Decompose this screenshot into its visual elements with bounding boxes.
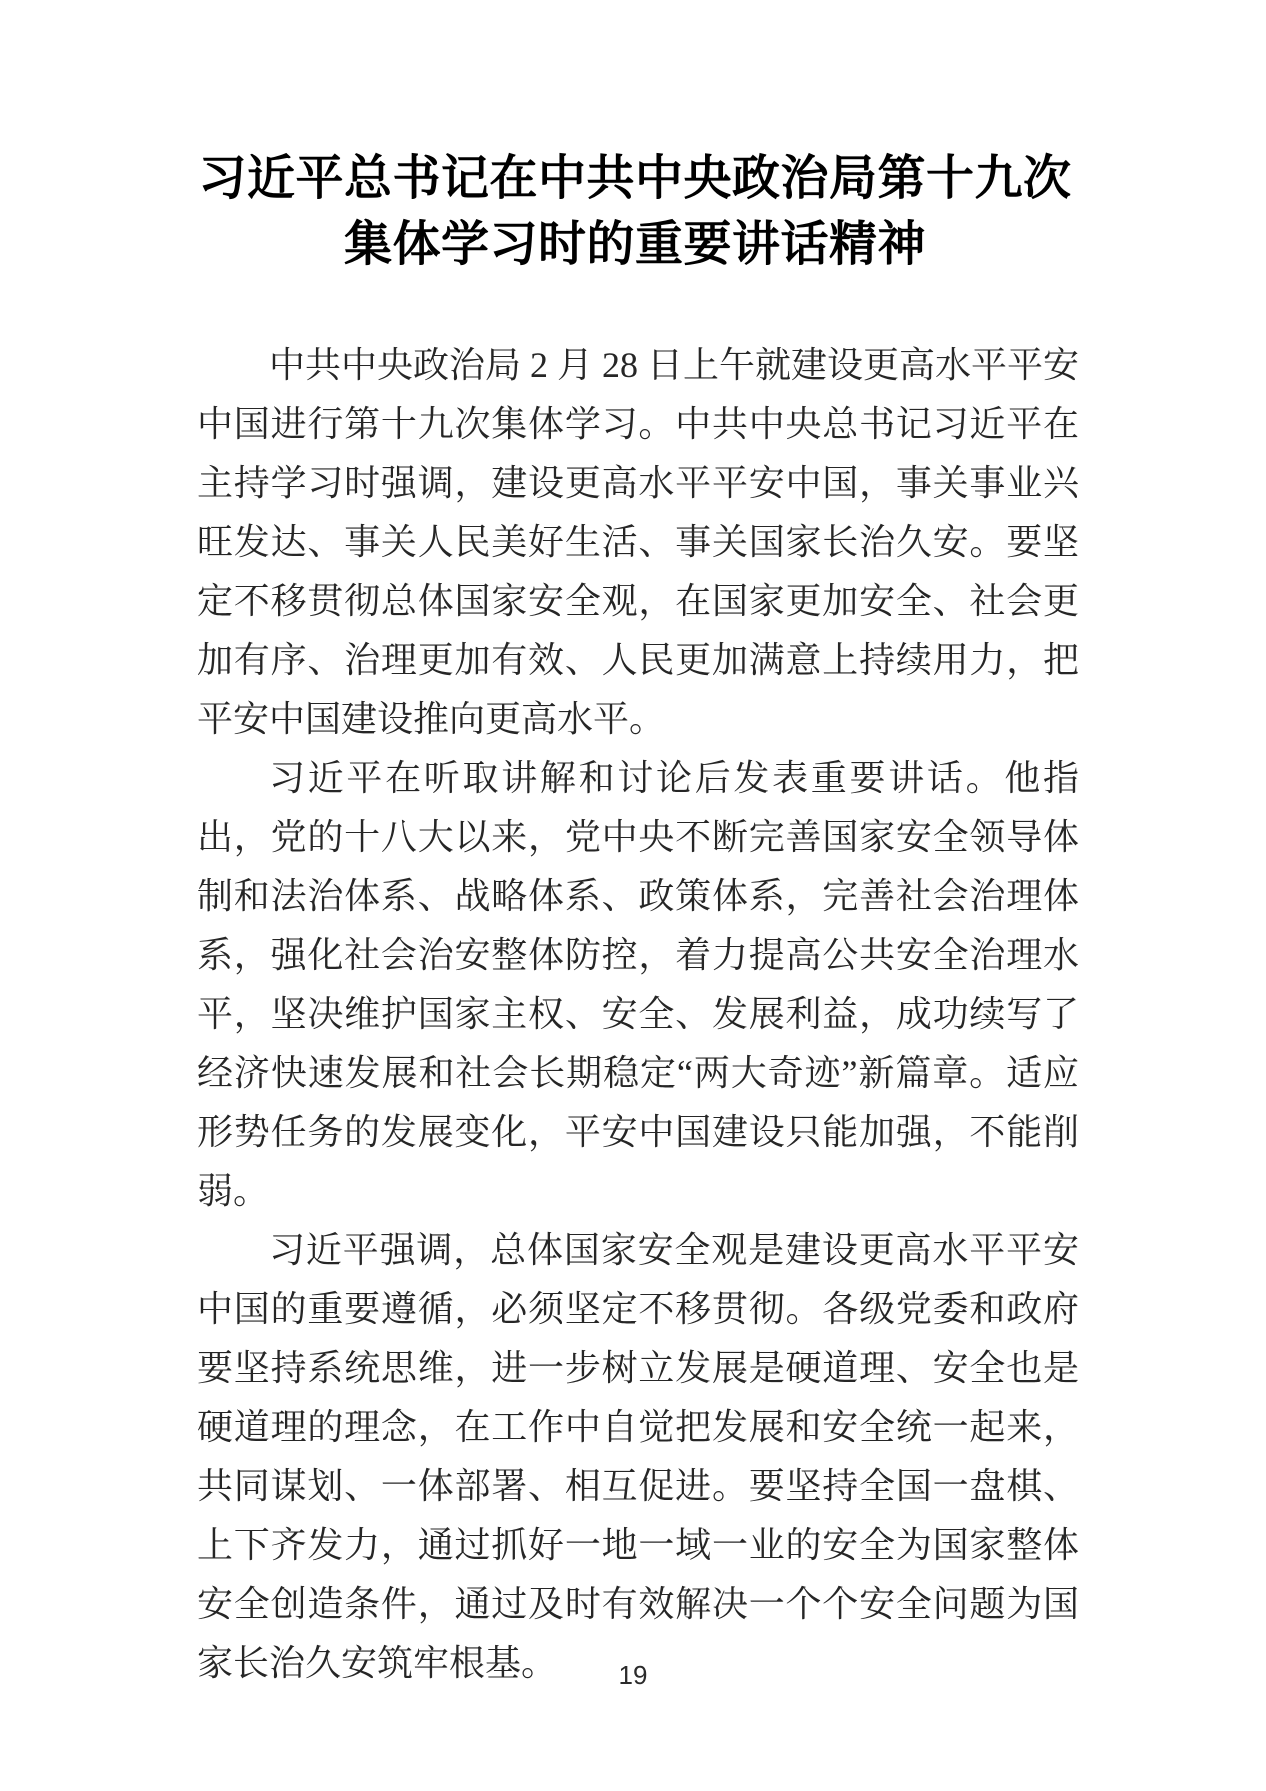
paragraph-1: 中共中央政治局 2 月 28 日上午就建设更高水平平安中国进行第十九次集体学习。中共中央总书记习近平在主持学习时强调，建设更高水平平安中国，事关事业兴旺发达、事关人民美好生活、事关国家长治久安。要坚定不移贯彻总体国家安全观，在国家更加安全、社会更加有序、治理更加有效、人民更加满意上持续用力，把平安中国建设推向更高水平。: [197, 345, 1080, 739]
page-title-line-1: 习近平总书记在中共中央政治局第十九次: [198, 152, 1072, 205]
paragraph-2: 习近平在听取讲解和讨论后发表重要讲话。他指出，党的十八大以来，党中央不断完善国家安全领导体制和法治体系、战略体系、政策体系，完善社会治理体系，强化社会治安整体防控，着力提高公共安全治理水平，坚决维护国家主权、安全、发展利益，成功续写了经济快速发展和社会长期稳定“两大奇迹”新篇章。适应形势任务的发展变化，平安中国建设只能加强，不能削弱。: [197, 758, 1079, 1211]
page-number: 19: [618, 1660, 648, 1690]
document-body: [197, 336, 1079, 1693]
page-title: [190, 146, 1080, 278]
page-title-line-2: 集体学习时的重要讲话精神: [343, 218, 926, 271]
paragraph-3: 习近平强调，总体国家安全观是建设更高水平平安中国的重要遵循，必须坚定不移贯彻。各级党委和政府要坚持系统思维，进一步树立发展是硬道理、安全也是硬道理的理念，在工作中自觉把发展和安全统一起来，共同谋划、一体部署、相互促进。要坚持全国一盘棋、上下齐发力，通过抓好一地一域一业的安全为国家整体安全创造条件，通过及时有效解决一个个安全问题为国家长治久安筑牢根基。: [197, 1230, 1079, 1683]
